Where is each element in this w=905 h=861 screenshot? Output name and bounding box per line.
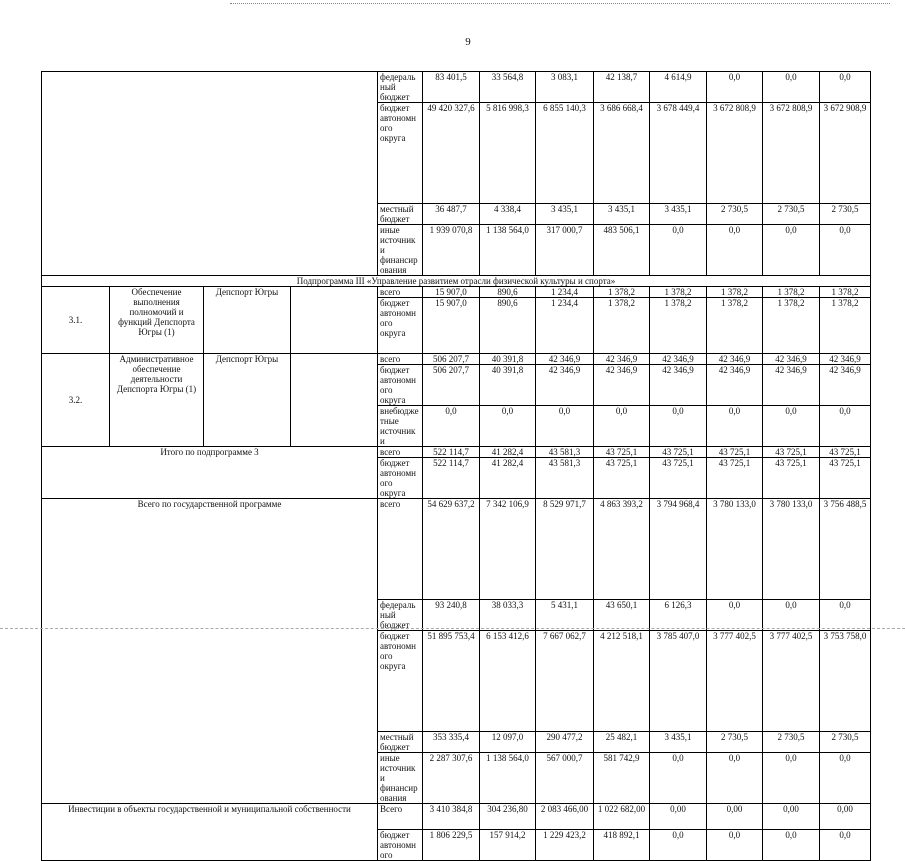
value-cell: 3 753 758,0 bbox=[820, 631, 871, 732]
source-label: бюджет автономного bbox=[378, 830, 423, 861]
value-cell: 42 346,9 bbox=[650, 354, 707, 365]
value-cell: 0,0 bbox=[820, 406, 871, 447]
item-number: 3.1. bbox=[42, 287, 110, 354]
value-cell: 42 138,7 bbox=[594, 72, 650, 103]
source-label: бюджет автономного округа bbox=[378, 298, 423, 354]
item-name: Обеспечение выполнения полномочий и функций Депспорта Югры (1) bbox=[110, 287, 204, 354]
value-cell: 40 391,8 bbox=[480, 365, 536, 406]
value-cell: 43 725,1 bbox=[763, 458, 820, 499]
value-cell: 43 725,1 bbox=[707, 458, 763, 499]
value-cell: 0,0 bbox=[594, 406, 650, 447]
top-scan-line bbox=[230, 3, 890, 5]
value-cell: 15 907,0 bbox=[423, 287, 480, 298]
value-cell: 3 756 488,5 bbox=[820, 499, 871, 600]
table-row bbox=[42, 72, 871, 103]
value-cell: 1 229 423,2 bbox=[536, 830, 594, 861]
page-number: 9 bbox=[465, 36, 471, 48]
value-cell: 890,6 bbox=[480, 287, 536, 298]
table-row bbox=[42, 354, 871, 365]
value-cell: 3 083,1 bbox=[536, 72, 594, 103]
program-total-label: Всего по государственной программе bbox=[42, 499, 378, 804]
value-cell: 5 431,1 bbox=[536, 600, 594, 631]
source-label: всего bbox=[378, 499, 423, 600]
value-cell: 7 342 106,9 bbox=[480, 499, 536, 600]
source-label: бюджет автономного округа bbox=[378, 458, 423, 499]
value-cell: 304 236,80 bbox=[480, 804, 536, 830]
value-cell: 3 435,1 bbox=[594, 204, 650, 225]
value-cell: 0,0 bbox=[707, 72, 763, 103]
value-cell: 43 725,1 bbox=[820, 458, 871, 499]
value-cell: 12 097,0 bbox=[480, 732, 536, 753]
value-cell: 6 153 412,6 bbox=[480, 631, 536, 732]
value-cell: 3 435,1 bbox=[650, 204, 707, 225]
value-cell: 42 346,9 bbox=[594, 365, 650, 406]
value-cell: 36 487,7 bbox=[423, 204, 480, 225]
value-cell: 3 435,1 bbox=[650, 732, 707, 753]
value-cell: 2 730,5 bbox=[763, 204, 820, 225]
value-cell: 1 378,2 bbox=[594, 287, 650, 298]
value-cell: 42 346,9 bbox=[820, 365, 871, 406]
value-cell: 522 114,7 bbox=[423, 447, 480, 458]
value-cell: 2 730,5 bbox=[820, 204, 871, 225]
value-cell: 1 378,2 bbox=[707, 298, 763, 354]
value-cell: 0,0 bbox=[707, 225, 763, 276]
value-cell: 42 346,9 bbox=[763, 354, 820, 365]
value-cell: 3 785 407,0 bbox=[650, 631, 707, 732]
value-cell: 1 378,2 bbox=[650, 298, 707, 354]
value-cell: 0,0 bbox=[650, 225, 707, 276]
value-cell: 42 346,9 bbox=[536, 365, 594, 406]
source-label: иные источники финансирования bbox=[378, 753, 423, 804]
value-cell: 1 378,2 bbox=[707, 287, 763, 298]
value-cell: 43 725,1 bbox=[650, 458, 707, 499]
value-cell: 42 346,9 bbox=[707, 365, 763, 406]
table-row bbox=[42, 499, 871, 600]
table-row bbox=[42, 287, 871, 298]
value-cell: 0,0 bbox=[650, 406, 707, 447]
value-cell: 6 855 140,3 bbox=[536, 103, 594, 204]
source-label: Всего bbox=[378, 804, 423, 830]
value-cell: 0,0 bbox=[763, 72, 820, 103]
value-cell: 581 742,9 bbox=[594, 753, 650, 804]
value-cell: 567 000,7 bbox=[536, 753, 594, 804]
value-cell: 42 346,9 bbox=[536, 354, 594, 365]
value-cell: 3 410 384,8 bbox=[423, 804, 480, 830]
value-cell: 353 335,4 bbox=[423, 732, 480, 753]
value-cell: 2 730,5 bbox=[707, 732, 763, 753]
value-cell: 41 282,4 bbox=[480, 447, 536, 458]
value-cell: 2 287 307,6 bbox=[423, 753, 480, 804]
value-cell: 3 686 668,4 bbox=[594, 103, 650, 204]
value-cell: 290 477,2 bbox=[536, 732, 594, 753]
item-executor: Депспорт Югры bbox=[204, 287, 291, 354]
value-cell: 522 114,7 bbox=[423, 458, 480, 499]
value-cell: 43 581,3 bbox=[536, 447, 594, 458]
value-cell: 15 907,0 bbox=[423, 298, 480, 354]
table-row bbox=[42, 276, 871, 287]
value-cell: 93 240,8 bbox=[423, 600, 480, 631]
empty-cell bbox=[291, 354, 378, 447]
value-cell: 42 346,9 bbox=[763, 365, 820, 406]
value-cell: 54 629 637,2 bbox=[423, 499, 480, 600]
value-cell: 5 816 998,3 bbox=[480, 103, 536, 204]
source-label: местный бюджет bbox=[378, 732, 423, 753]
item-number: 3.2. bbox=[42, 354, 110, 447]
value-cell: 42 346,9 bbox=[820, 354, 871, 365]
value-cell: 0,0 bbox=[707, 406, 763, 447]
value-cell: 43 650,1 bbox=[594, 600, 650, 631]
source-label: иные источники финансирования bbox=[378, 225, 423, 276]
value-cell: 2 730,5 bbox=[820, 732, 871, 753]
investments-label: Инвестиции в объекты государственной и муниципальной собственности bbox=[42, 804, 378, 861]
value-cell: 42 346,9 bbox=[707, 354, 763, 365]
value-cell: 0,00 bbox=[820, 804, 871, 830]
source-label: всего bbox=[378, 447, 423, 458]
empty-merged-cell bbox=[42, 72, 378, 276]
value-cell: 0,0 bbox=[707, 753, 763, 804]
value-cell: 38 033,3 bbox=[480, 600, 536, 631]
source-label: бюджет автономного округа bbox=[378, 631, 423, 732]
value-cell: 43 581,3 bbox=[536, 458, 594, 499]
value-cell: 3 780 133,0 bbox=[763, 499, 820, 600]
value-cell: 3 794 968,4 bbox=[650, 499, 707, 600]
item-name: Административное обеспечение деятельности Депспорта Югры (1) bbox=[110, 354, 204, 447]
value-cell: 0,0 bbox=[650, 753, 707, 804]
value-cell: 0,0 bbox=[650, 830, 707, 861]
subprogram-heading: Подпрограмма III «Управление развитием отрасли физической культуры и спорта» bbox=[42, 276, 871, 287]
value-cell: 42 346,9 bbox=[650, 365, 707, 406]
value-cell: 506 207,7 bbox=[423, 354, 480, 365]
value-cell: 483 506,1 bbox=[594, 225, 650, 276]
value-cell: 1 378,2 bbox=[820, 298, 871, 354]
source-label: всего bbox=[378, 287, 423, 298]
value-cell: 83 401,5 bbox=[423, 72, 480, 103]
value-cell: 1 378,2 bbox=[594, 298, 650, 354]
value-cell: 4 338,4 bbox=[480, 204, 536, 225]
value-cell: 43 725,1 bbox=[763, 447, 820, 458]
value-cell: 317 000,7 bbox=[536, 225, 594, 276]
value-cell: 4 212 518,1 bbox=[594, 631, 650, 732]
value-cell: 0,0 bbox=[820, 830, 871, 861]
value-cell: 6 126,3 bbox=[650, 600, 707, 631]
value-cell: 43 725,1 bbox=[650, 447, 707, 458]
value-cell: 3 672 808,9 bbox=[707, 103, 763, 204]
value-cell: 0,0 bbox=[820, 72, 871, 103]
value-cell: 33 564,8 bbox=[480, 72, 536, 103]
empty-cell bbox=[291, 287, 378, 354]
value-cell: 3 780 133,0 bbox=[707, 499, 763, 600]
bottom-scan-line bbox=[0, 628, 905, 630]
value-cell: 0,00 bbox=[650, 804, 707, 830]
source-label: внебюджетные источники bbox=[378, 406, 423, 447]
value-cell: 42 346,9 bbox=[594, 354, 650, 365]
value-cell: 3 672 808,9 bbox=[763, 103, 820, 204]
value-cell: 4 863 393,2 bbox=[594, 499, 650, 600]
value-cell: 43 725,1 bbox=[707, 447, 763, 458]
value-cell: 0,0 bbox=[763, 830, 820, 861]
value-cell: 25 482,1 bbox=[594, 732, 650, 753]
value-cell: 0,0 bbox=[480, 406, 536, 447]
source-label: федеральный бюджет bbox=[378, 72, 423, 103]
source-label: местный бюджет bbox=[378, 204, 423, 225]
value-cell: 49 420 327,6 bbox=[423, 103, 480, 204]
value-cell: 43 725,1 bbox=[594, 447, 650, 458]
value-cell: 1 022 682,00 bbox=[594, 804, 650, 830]
source-label: бюджет автономного округа bbox=[378, 103, 423, 204]
value-cell: 41 282,4 bbox=[480, 458, 536, 499]
source-label: всего bbox=[378, 354, 423, 365]
value-cell: 1 234,4 bbox=[536, 287, 594, 298]
value-cell: 0,0 bbox=[820, 600, 871, 631]
value-cell: 0,0 bbox=[763, 225, 820, 276]
value-cell: 0,0 bbox=[820, 225, 871, 276]
budget-table bbox=[41, 71, 871, 861]
value-cell: 3 678 449,4 bbox=[650, 103, 707, 204]
value-cell: 1 138 564,0 bbox=[480, 753, 536, 804]
value-cell: 4 614,9 bbox=[650, 72, 707, 103]
value-cell: 0,0 bbox=[707, 830, 763, 861]
value-cell: 40 391,8 bbox=[480, 354, 536, 365]
value-cell: 1 806 229,5 bbox=[423, 830, 480, 861]
value-cell: 0,0 bbox=[423, 406, 480, 447]
subprogram-total-label: Итого по подпрограмме 3 bbox=[42, 447, 378, 499]
value-cell: 2 730,5 bbox=[763, 732, 820, 753]
value-cell: 0,0 bbox=[820, 753, 871, 804]
value-cell: 43 725,1 bbox=[594, 458, 650, 499]
value-cell: 3 672 908,9 bbox=[820, 103, 871, 204]
value-cell: 0,0 bbox=[763, 753, 820, 804]
value-cell: 2 730,5 bbox=[707, 204, 763, 225]
value-cell: 0,0 bbox=[763, 600, 820, 631]
source-label: бюджет автономного округа bbox=[378, 365, 423, 406]
item-executor: Депспорт Югры bbox=[204, 354, 291, 447]
value-cell: 0,00 bbox=[707, 804, 763, 830]
value-cell: 506 207,7 bbox=[423, 365, 480, 406]
value-cell: 2 083 466,00 bbox=[536, 804, 594, 830]
value-cell: 1 378,2 bbox=[763, 287, 820, 298]
value-cell: 43 725,1 bbox=[820, 447, 871, 458]
value-cell: 51 895 753,4 bbox=[423, 631, 480, 732]
value-cell: 1 939 070,8 bbox=[423, 225, 480, 276]
value-cell: 7 667 062,7 bbox=[536, 631, 594, 732]
value-cell: 0,00 bbox=[763, 804, 820, 830]
value-cell: 8 529 971,7 bbox=[536, 499, 594, 600]
value-cell: 3 435,1 bbox=[536, 204, 594, 225]
value-cell: 1 234,4 bbox=[536, 298, 594, 354]
value-cell: 0,0 bbox=[707, 600, 763, 631]
value-cell: 418 892,1 bbox=[594, 830, 650, 861]
value-cell: 1 378,2 bbox=[650, 287, 707, 298]
value-cell: 0,0 bbox=[536, 406, 594, 447]
table-row bbox=[42, 447, 871, 458]
value-cell: 157 914,2 bbox=[480, 830, 536, 861]
value-cell: 1 378,2 bbox=[820, 287, 871, 298]
value-cell: 0,0 bbox=[763, 406, 820, 447]
value-cell: 1 378,2 bbox=[763, 298, 820, 354]
table-row bbox=[42, 804, 871, 830]
source-label: федеральный бюджет bbox=[378, 600, 423, 631]
value-cell: 1 138 564,0 bbox=[480, 225, 536, 276]
value-cell: 3 777 402,5 bbox=[707, 631, 763, 732]
value-cell: 890,6 bbox=[480, 298, 536, 354]
value-cell: 3 777 402,5 bbox=[763, 631, 820, 732]
